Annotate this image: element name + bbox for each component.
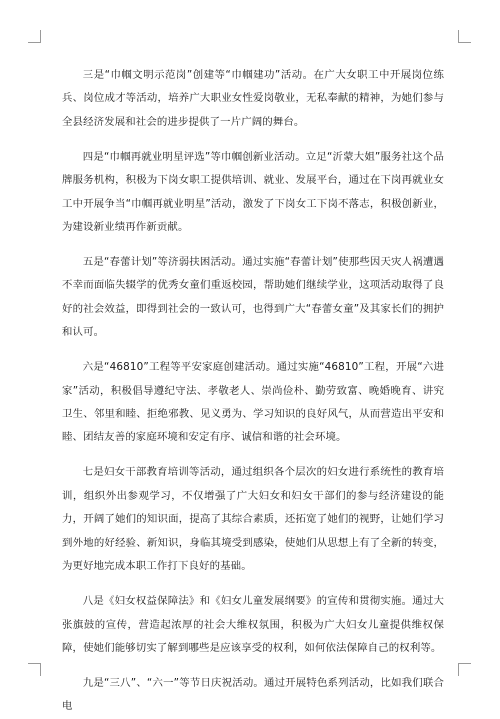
paragraph-3: 三是“巾帼文明示范岗”创建等“巾帼建功”活动。在广大女职工中开展岗位练兵、岗位成才等活动，培养广大职业女性爱岗敬业，无私奉献的精神，为她们参与全县经济发展和社会的进步提供了一片广阔的舞台。 (62, 69, 444, 128)
crop-mark-top-left (28, 30, 41, 43)
crop-mark-bottom-left (28, 663, 41, 676)
body-text (62, 64, 444, 719)
paragraph-6: 六是“46810”工程等平安家庭创建活动。通过实施“46810”工程，开展“六进家”活动，积极倡导遵纪守法、孝敬老人、崇尚俭朴、勤劳致富、晚婚晚育、讲究卫生、邻里和睦、拒绝邪教、见义勇为、学习知识的良好风气，从而营造出平安和睦、团结友善的家庭环境和安定有序、诚信和谐的社会环境。 (62, 361, 444, 444)
paragraph-9: 九是“三八”、“六一”等节日庆祝活动。通过开展特色系列活动，比如我们联合电 (62, 676, 444, 713)
crop-mark-top-right (458, 30, 471, 43)
paragraph-4: 四是“巾帼再就业明星评选”等巾帼创新业活动。立足“沂蒙大姐”服务社这个品牌服务机构，积极为下岗女职工提供培训、就业、发展平台，通过在下岗再就业女工中开展争当“巾帼再就业明星”活动，激发了下岗女工下岗不落志，积极创新业，为建设新业绩再作新贡献。 (62, 150, 444, 234)
paragraph-5: 五是“春蕾计划”等济弱扶困活动。通过实施“春蕾计划”使那些因天灾人祸遭遇不幸而面临失辍学的优秀女童们重返校园，帮助她们继续学业，这项活动取得了良好的社会效益，即得到社会的一致认可，也得到广大“春蕾女童”及其家长们的拥护和认可。 (62, 256, 444, 339)
paragraph-8: 八是《妇女权益保障法》和《妇女儿童发展纲要》的宣传和贯彻实施。通过大张旗鼓的宣传，营造起浓厚的社会大维权氛围，积极为广大妇女儿童提供维权保障，使她们能够切实了解到哪些是应该享受的权利，如何依法保障自己的权利等。 (62, 595, 444, 654)
paragraph-7: 七是妇女干部教育培训等活动，通过组织各个层次的妇女进行系统性的教育培训，组织外出参观学习，不仅增强了广大妇女和妇女干部们的参与经济建设的能力，开阔了她们的知识面，提高了其综合素质，还拓宽了她们的视野，让她们学习到外地的好经验、新知识，身临其境受到感染，使她们从思想上有了全新的转变，为更好地完成本职工作打下良好的基础。 (62, 466, 444, 573)
crop-mark-bottom-right (458, 663, 471, 676)
